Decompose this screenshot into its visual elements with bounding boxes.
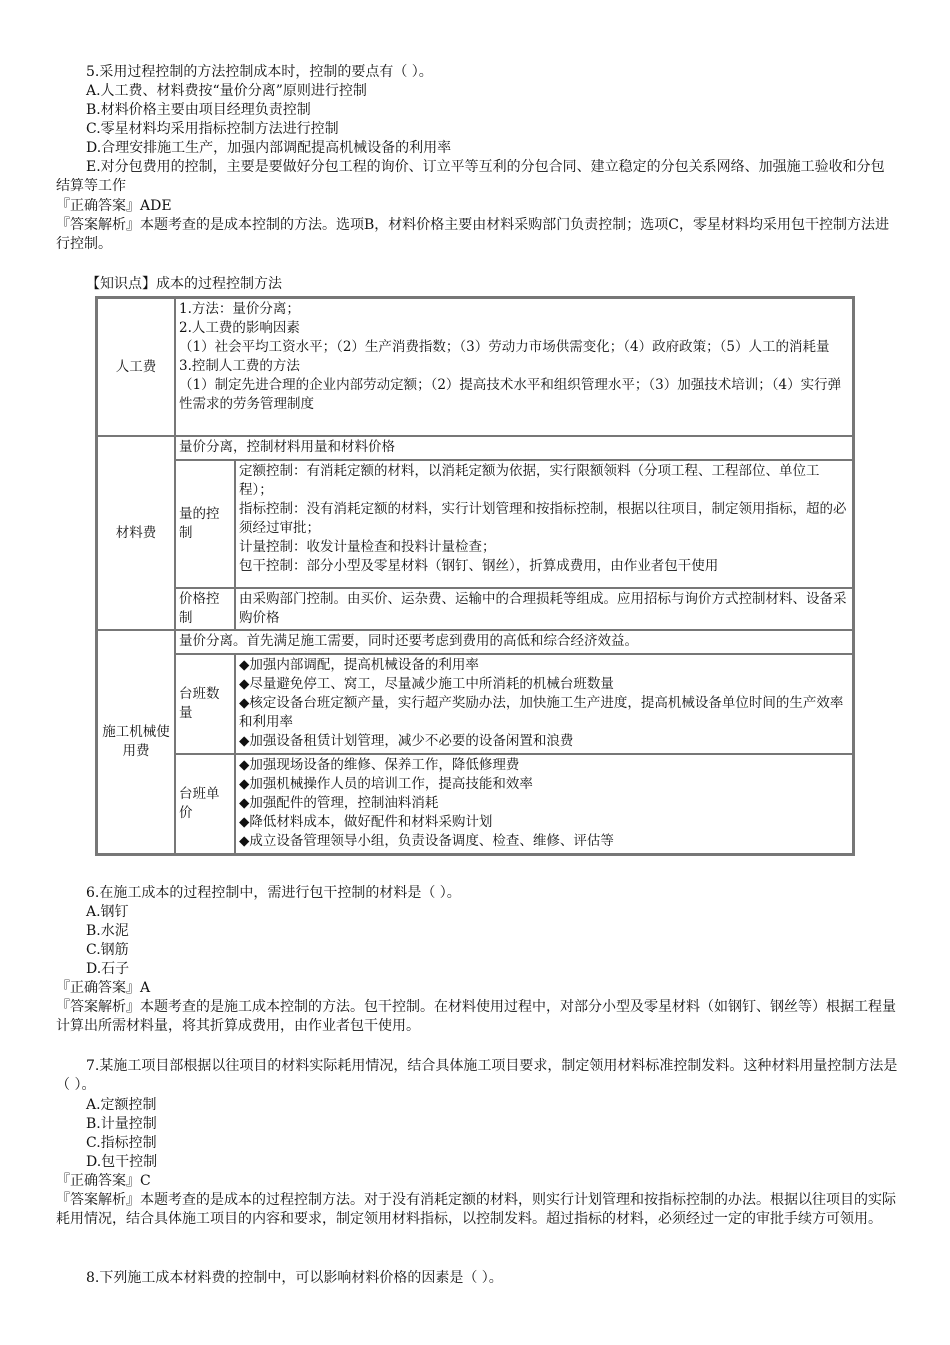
machine-unit-line: ◆降低材料成本，做好配件和材料采购计划 xyxy=(239,814,493,830)
machine-unit-line: ◆成立设备管理领导小组，负责设备调度、检查、维修、评估等 xyxy=(239,833,614,849)
material-qty-row xyxy=(97,460,853,588)
machine-unit-line: ◆加强配件的管理，控制油料消耗 xyxy=(239,795,439,811)
material-qty-line: 指标控制：没有消耗定额的材料，实行计划管理和按指标控制，根据以往项目，制定领用指标，超的必须经过审批； xyxy=(239,501,847,536)
labor-content xyxy=(175,298,853,436)
machine-unit-line: ◆加强机械操作人员的培训工作，提高技能和效率 xyxy=(239,776,533,792)
labor-category: 人工费 xyxy=(97,298,175,436)
q8-stem: 8.下列施工成本材料费的控制中，可以影响材料价格的因素是（ ）。 xyxy=(86,1270,503,1286)
q5-option-b: B.材料价格主要由项目经理负责控制 xyxy=(86,102,311,118)
q6-option-a: A.钢钉 xyxy=(86,904,129,920)
material-price-content: 由采购部门控制。由买价、运杂费、运输中的合理损耗等组成。应用招标与询价方式控制材料、设备采购价格 xyxy=(235,588,853,630)
knowledge-title: 【知识点】成本的过程控制方法 xyxy=(86,276,282,292)
machine-shift-row xyxy=(97,654,853,754)
machine-shift-line: ◆核定设备台班定额产量，实行超产奖励办法，加快施工生产进度，提高机械设备单位时间的生产效率和利用率 xyxy=(239,695,844,730)
q5-stem: 5.采用过程控制的方法控制成本时，控制的要点有（ ）。 xyxy=(86,64,433,80)
material-qty-line: 定额控制：有消耗定额的材料，以消耗定额为依据，实行限额领料（分项工程、工程部位、单位工程）； xyxy=(239,463,820,498)
machine-shift-line: ◆加强内部调配，提高机械设备的利用率 xyxy=(239,657,479,673)
machine-shift-line: ◆加强设备租赁计划管理，减少不必要的设备闲置和浪费 xyxy=(239,733,574,749)
machine-unit-line: ◆加强现场设备的维修、保养工作，降低修理费 xyxy=(239,757,520,773)
machine-category: 施工机械使用费 xyxy=(97,630,175,854)
machine-shift-line: ◆尽量避免停工、窝工，尽量减少施工中所消耗的机械台班数量 xyxy=(239,676,614,692)
labor-line: 3.控制人工费的方法 xyxy=(179,358,300,374)
labor-row xyxy=(97,298,853,436)
material-head-row xyxy=(97,436,853,460)
machine-unit-row xyxy=(97,754,853,854)
q7-option-d: D.包干控制 xyxy=(86,1154,158,1170)
q5-analysis: 『答案解析』本题考查的是成本控制的方法。选项B，材料价格主要由材料采购部门负责控制；选项C，零星材料均采用包干控制方法进行控制。 xyxy=(56,217,889,252)
q7-option-a: A.定额控制 xyxy=(86,1097,157,1113)
q6-stem: 6.在施工成本的过程控制中，需进行包干控制的材料是（ ）。 xyxy=(86,885,461,901)
machine-head-row xyxy=(97,630,853,654)
q5-option-e: E.对分包费用的控制，主要是要做好分包工程的询价、订立平等互利的分包合同、建立稳定的分包关系网络、加强施工验收和分包结算等工作 xyxy=(56,159,885,194)
q5-option-c: C.零星材料均采用指标控制方法进行控制 xyxy=(86,121,339,137)
material-category: 材料费 xyxy=(97,436,175,630)
material-qty-line: 计量控制：收发计量检查和投料计量检查； xyxy=(239,539,496,555)
material-price-row xyxy=(97,588,853,630)
material-qty-label: 量的控制 xyxy=(175,460,235,588)
q7-option-b: B.计量控制 xyxy=(86,1116,157,1132)
q5-option-a: A.人工费、材料费按“量价分离”原则进行控制 xyxy=(86,83,367,99)
material-qty-line: 包干控制：部分小型及零星材料（钢钉、钢丝），折算成费用，由作业者包干使用 xyxy=(239,558,719,574)
q6-option-b: B.水泥 xyxy=(86,923,129,939)
labor-line: 1.方法：量价分离； xyxy=(179,301,300,317)
labor-line: （1）制定先进合理的企业内部劳动定额；（2）提高技术水平和组织管理水平；（3）加强技术培训；（4）实行弹性需求的劳务管理制度 xyxy=(179,377,842,412)
q7-option-c: C.指标控制 xyxy=(86,1135,157,1151)
labor-line: 2.人工费的影响因素 xyxy=(179,320,300,336)
machine-shift-label: 台班数量 xyxy=(175,654,235,754)
machine-shift-content xyxy=(235,654,853,754)
q6-option-c: C.钢筋 xyxy=(86,942,129,958)
q6-answer: 『正确答案』A xyxy=(56,980,151,996)
machine-head: 量价分离。首先满足施工需要，同时还要考虑到费用的高低和综合经济效益。 xyxy=(175,630,853,654)
labor-line: （1）社会平均工资水平；（2）生产消费指数；（3）劳动力市场供需变化；（4）政府政策；（5）人工的消耗量 xyxy=(179,339,830,355)
q7-analysis: 『答案解析』本题考查的是成本的过程控制方法。对于没有消耗定额的材料，则实行计划管理和按指标控制的办法。根据以往项目的实际耗用情况，结合具体施工项目的内容和要求，制定领用材料指标，以控制发料。超过指标的材料，必须经过一定的审批手续方可领用。 xyxy=(56,1192,896,1227)
q6-analysis: 『答案解析』本题考查的是施工成本控制的方法。包干控制。在材料使用过程中，对部分小型及零星材料（如钢钉、钢丝等）根据工程量计算出所需材料量，将其折算成费用，由作业者包干使用。 xyxy=(56,999,896,1034)
q5-answer: 『正确答案』ADE xyxy=(56,198,172,214)
q7-stem: 7.某施工项目部根据以往项目的材料实际耗用情况，结合具体施工项目要求，制定领用材料标准控制发料。这种材料用量控制方法是（ ）。 xyxy=(56,1058,898,1093)
material-price-label: 价格控制 xyxy=(175,588,235,630)
material-qty-content xyxy=(235,460,853,588)
q6-option-d: D.石子 xyxy=(86,961,130,977)
material-head: 量价分离，控制材料用量和材料价格 xyxy=(175,436,853,460)
machine-unit-label: 台班单价 xyxy=(175,754,235,854)
q5-option-d: D.合理安排施工生产，加强内部调配提高机械设备的利用率 xyxy=(86,140,452,156)
machine-unit-content xyxy=(235,754,853,854)
knowledge-table xyxy=(95,296,855,856)
q7-answer: 『正确答案』C xyxy=(56,1173,151,1189)
